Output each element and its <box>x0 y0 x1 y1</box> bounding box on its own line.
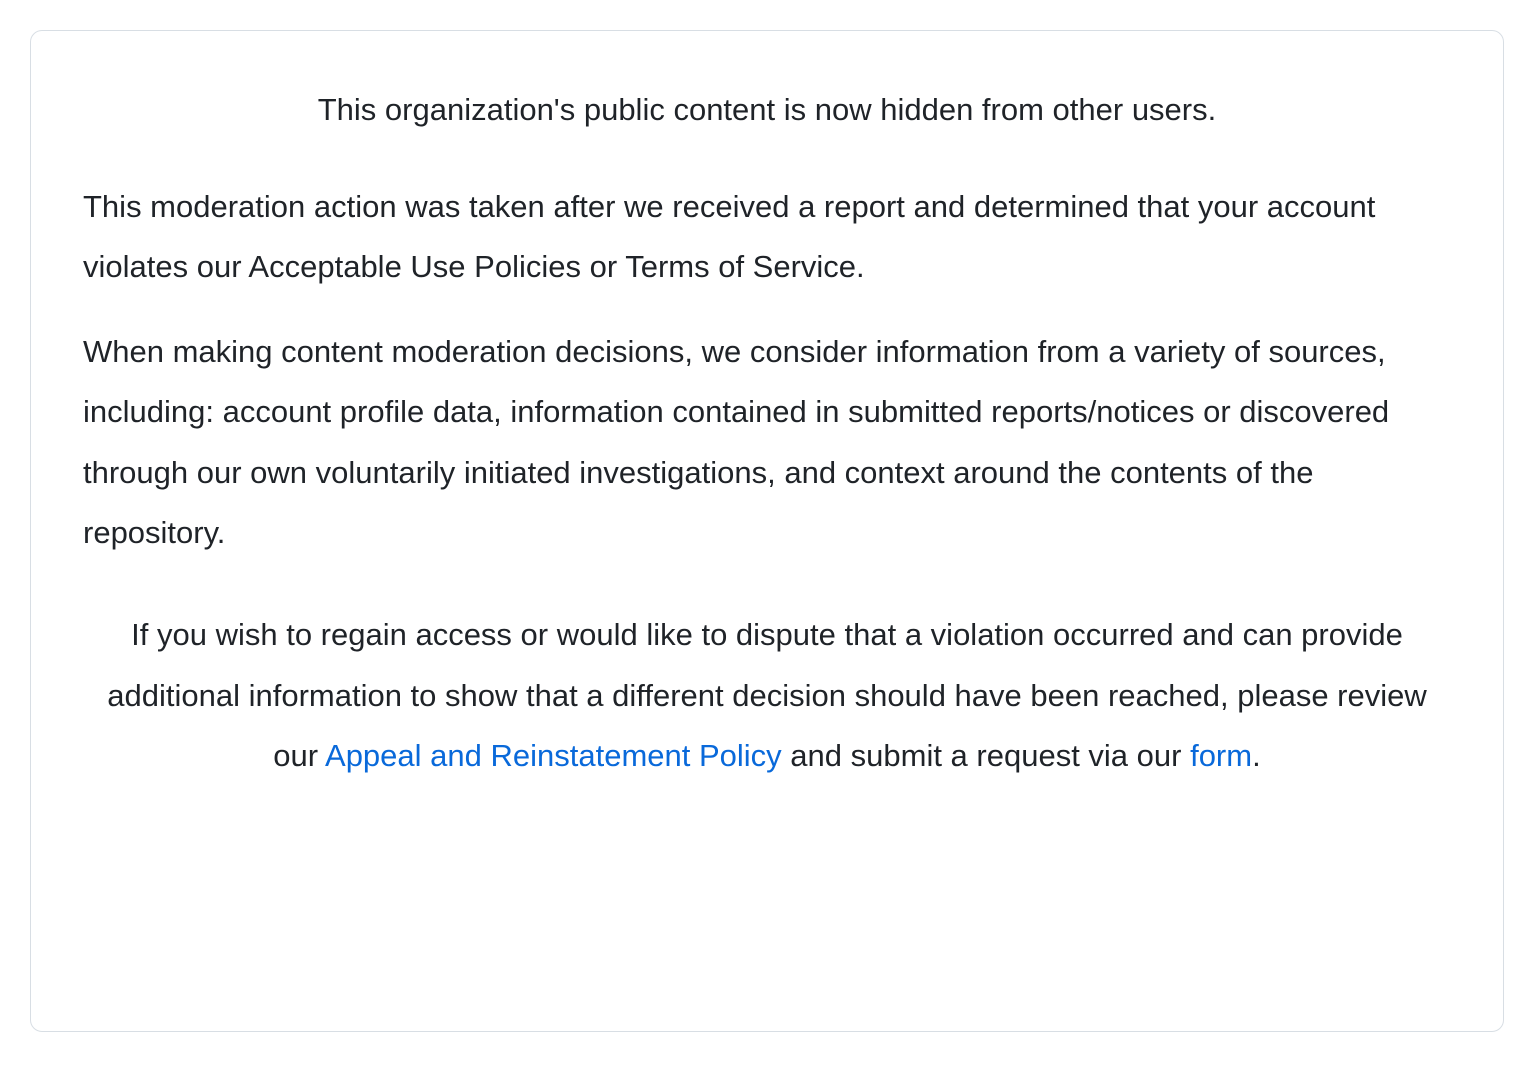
footer-text-prefix: If you wish to regain access or would like to dispute that a violation occurred and can provide additional information to show that a different decision should have been reached, please review our <box>107 617 1427 774</box>
footer-text-middle: and submit a request via our <box>781 738 1191 774</box>
appeal-and-reinstatement-policy-link[interactable]: Appeal and Reinstatement Policy <box>325 738 782 774</box>
notice-paragraph-reason: This moderation action was taken after we received a report and determined that your account violates our Acceptable Use Policies or Terms of Service. <box>83 188 1376 285</box>
notice-footer <box>83 605 1451 786</box>
notice-paragraph-sources: When making content moderation decisions, we consider information from a variety of sources, including: account profile data, information contained in submitted reports/notices or discovered through our own voluntarily initiated investigations, and context around the contents of the repository. <box>83 333 1390 551</box>
footer-text-suffix: . <box>1252 738 1261 774</box>
notice-heading: This organization's public content is now hidden from other users. <box>317 92 1217 127</box>
request-form-link[interactable]: form <box>1190 738 1253 774</box>
moderation-notice-card <box>30 30 1504 1032</box>
